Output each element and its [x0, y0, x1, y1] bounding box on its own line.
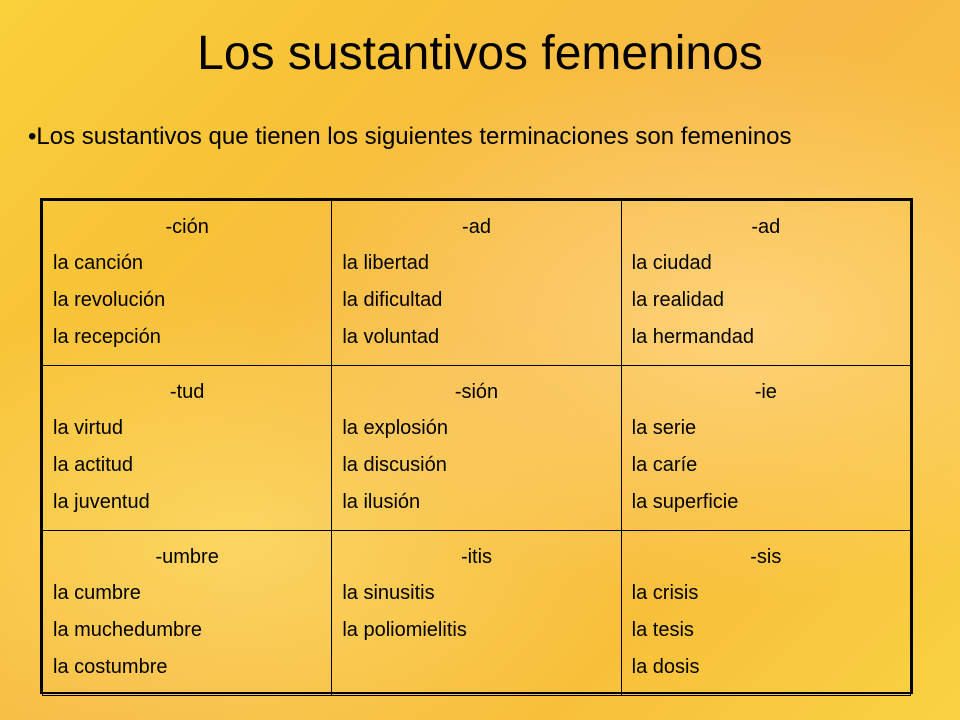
example-word: la serie	[631, 417, 697, 439]
endings-table-frame	[40, 198, 913, 694]
table-cell	[332, 366, 621, 531]
table-cell	[332, 201, 621, 366]
example-word: la costumbre	[53, 656, 168, 678]
table-row	[43, 201, 911, 366]
ending-label: -umbre	[155, 546, 219, 568]
example-word: la libertad	[342, 252, 430, 274]
slide-title: Los sustantivos femeninos	[197, 27, 763, 80]
example-word: la cumbre	[53, 582, 141, 604]
ending-label: -ad	[751, 216, 781, 238]
example-word: la crisis	[631, 582, 699, 604]
example-word: la actitud	[53, 454, 134, 476]
table-cell	[621, 366, 910, 531]
table-cell	[621, 201, 910, 366]
example-word: la ciudad	[631, 252, 712, 274]
example-word: la realidad	[631, 289, 724, 311]
endings-table	[42, 200, 911, 696]
example-word: la juventud	[53, 491, 150, 513]
example-word: la caríe	[631, 454, 698, 476]
example-word: la recepción	[53, 326, 161, 348]
example-word: la virtud	[53, 417, 124, 439]
example-word: la poliomielitis	[342, 619, 467, 641]
bullet-text: Los sustantivos que tienen los siguientes terminaciones son femeninos	[36, 123, 792, 150]
example-word: la explosión	[342, 417, 448, 439]
bullet-marker: •	[28, 123, 37, 150]
example-word: la ilusión	[342, 491, 421, 513]
example-word: la hermandad	[631, 326, 754, 348]
ending-label: -tud	[169, 381, 205, 403]
example-word: la canción	[53, 252, 144, 274]
example-word: la voluntad	[342, 326, 440, 348]
table-row	[43, 366, 911, 531]
ending-label: -ad	[462, 216, 491, 238]
example-word: la tesis	[631, 619, 694, 641]
example-word: la muchedumbre	[53, 619, 202, 641]
example-word: la dificultad	[342, 289, 443, 311]
example-word: la revolución	[53, 289, 166, 311]
table-cell	[332, 531, 621, 696]
table-cell	[43, 531, 332, 696]
ending-label: -ie	[754, 381, 777, 403]
ending-label: -itis	[460, 546, 493, 568]
example-word: la discusión	[342, 454, 447, 476]
ending-label: -sis	[750, 546, 782, 568]
example-word: la sinusitis	[342, 582, 435, 604]
bullet-point	[28, 120, 928, 154]
table-cell	[43, 366, 332, 531]
ending-label: -sión	[454, 381, 499, 403]
table-row	[43, 531, 911, 696]
table-cell	[621, 531, 910, 696]
ending-label: -ción	[165, 216, 209, 238]
example-word: la dosis	[631, 656, 700, 678]
table-cell	[43, 201, 332, 366]
example-word: la superficie	[631, 491, 739, 513]
